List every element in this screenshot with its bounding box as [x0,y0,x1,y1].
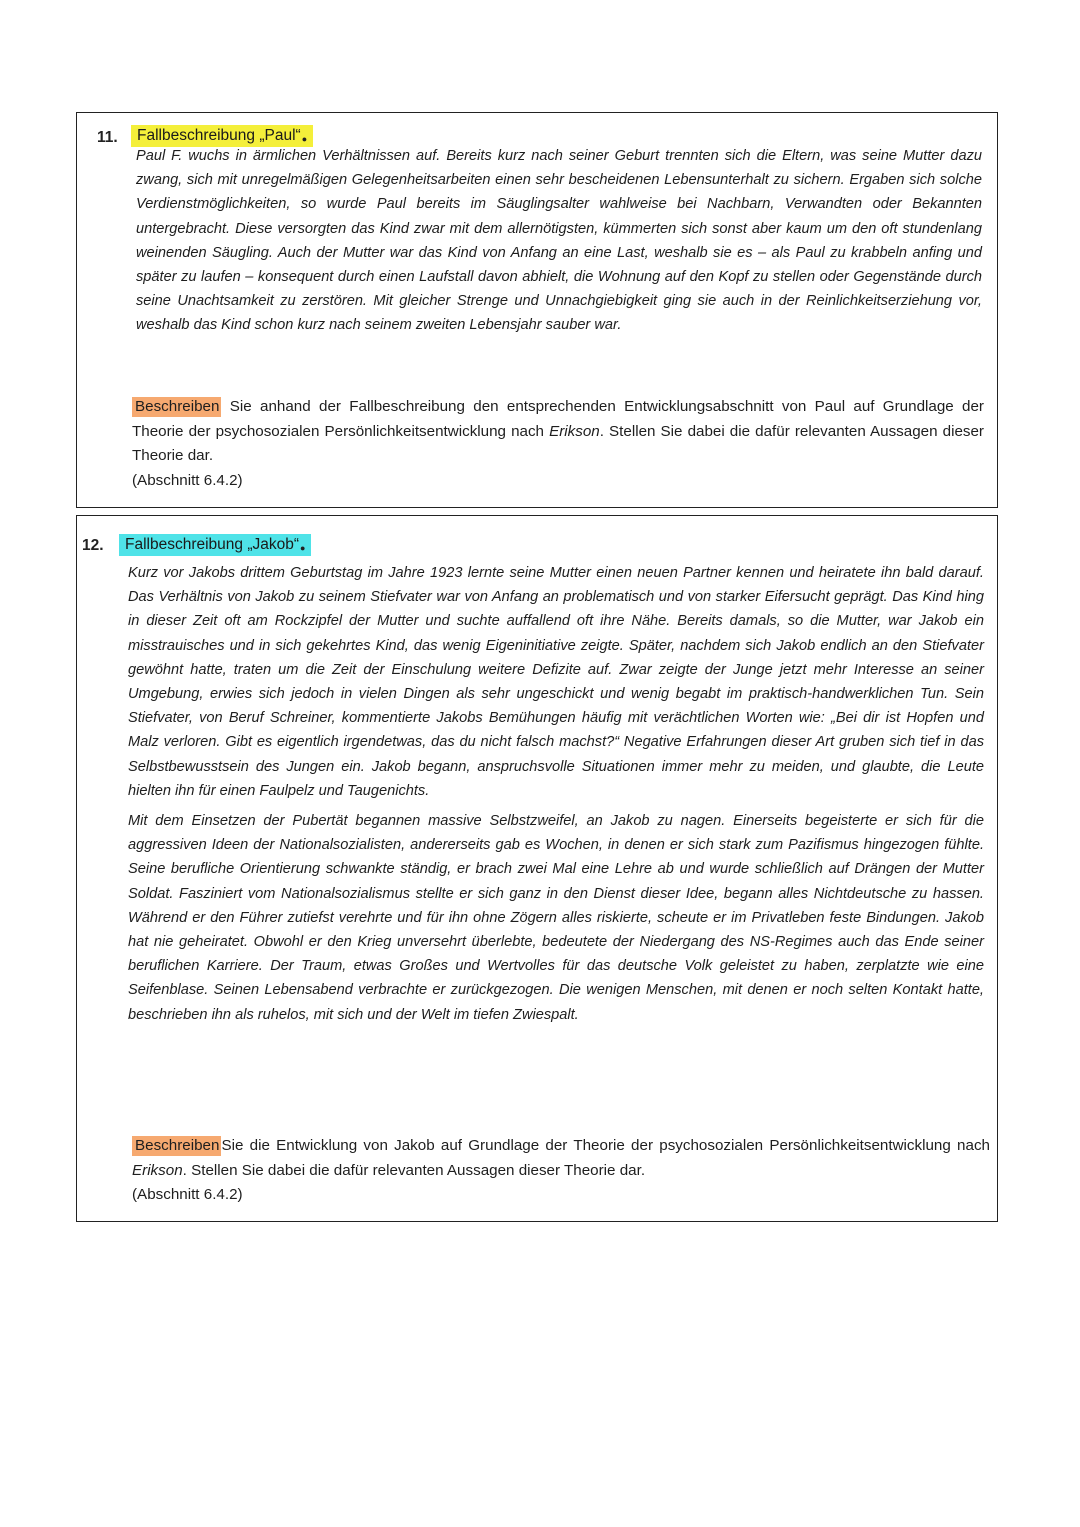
section-reference: (Abschnitt 6.4.2) [132,1186,243,1203]
task-number: 12. [82,537,104,554]
pin-icon: ● [300,543,306,553]
task-number: 11. [97,129,118,146]
instruction-text [132,1134,990,1208]
task-11-box [76,112,998,508]
theorist-name: Erikson [549,422,600,440]
task-instruction [132,395,984,493]
case-paragraph-1: Kurz vor Jakobs drittem Geburtstag im Jahre 1923 lernte seine Mutter einen neuen Partner kennen und heiratete ihn bald darauf. Das Verhältnis von Jakob zu seinem Stiefvater war von Anfang an problematisch und von starker Eifersucht geprägt. Das Kind hing in dieser Zeit oft am Rockzipfel der Mutter und suchte auffallend oft ihre Nähe. Bereits damals, so die Mutter, war Jakob ein misstrauisches und in sich gekehrtes Kind, das wenig Eigeninitiative zeigte. Später, nachdem sich Jakob endlich an den Stiefvater gewöhnt hatte, traten um die Zeit der Einschulung weitere Defizite auf. Zwar zeigte der Junge jetzt mehr Interesse an seiner Umgebung, erwies sich jedoch in vielen Dingen als sehr ungeschickt und wenig begabt im praktisch-handwerklichen Tun. Sein Stiefvater, von Beruf Schreiner, kommentierte Jakobs Bemühungen häufig mit verächtlichen Worten wie: „Bei dir ist Hopfen und Malz verloren. Gibt es eigentlich irgendetwas, das du nicht falsch machst?“ Negative Erfahrungen dieser Art gruben sich tief in das Selbstbewusstsein des Jungen ein. Jakob begann, anspruchsvolle Situationen immer mehr zu meiden, und glaubte, die Leute hielten ihn für einen Faulpelz und Taugenichts. [128,565,984,799]
title-text: Fallbeschreibung „Paul“ [137,127,301,144]
operator-highlight: Beschreiben [132,397,221,417]
case-description [136,144,982,338]
section-reference: (Abschnitt 6.4.2) [132,471,243,489]
task-instruction [132,1134,990,1208]
case-paragraph-2: Mit dem Einsetzen der Pubertät begannen massive Selbstzweifel, an Jakob zu nagen. Einerseits begeisterte er sich für die aggressiven Ideen der Nationalsozialisten, andererseits gab es Wochen, in denen er sich stark zum Pazifismus hingezogen fühlte. Seine berufliche Orientierung schwankte ständig, er brach zwei Mal eine Lehre ab und wurde schließlich auf Drängen der Mutter Soldat. Fasziniert vom Nationalsozialismus stellte er sich ganz in den Dienst dieser Idee, begann alles Nichtdeutsche zu hassen. Während er den Führer zutiefst verehrte und für ihn ohne Zögern alles riskierte, scheute er im Privatleben feste Bindungen. Jakob hat nie geheiratet. Obwohl er den Krieg unversehrt überlebte, bedeutete der Niedergang des NS-Regimes auch das Ende seiner beruflichen Karriere. Der Traum, etwas Großes und Wertvolles für das deutsche Volk geleistet zu haben, zerplatzte wie eine Seifenblase. Seinen Lebensabend verbrachte er zurückgezogen. Die wenigen Menschen, mit denen er noch selten Kontakt hatte, beschrieben ihn als ruhelos, mit sich und der Welt im tiefen Zwiespalt. [128,813,984,1023]
theorist-name: Erikson [132,1161,183,1179]
task-title [131,127,313,145]
instruction-part-a: Sie anhand der Fallbeschreibung den entsprechenden Entwicklungsabschnitt von Paul auf Grundlage der Theorie der psychosozialen Persönlichkeitsentwicklung nach [132,398,984,440]
title-highlight [119,534,311,556]
instruction-text [132,395,984,493]
instruction-part-a: Sie die Entwicklung von Jakob auf Grundlage der Theorie der psychosozialen Persönlichkeitsentwicklung nach [221,1137,990,1154]
task-title [119,536,311,554]
case-description [128,561,984,1027]
task-12-box [76,515,998,1222]
instruction-part-b: . Stellen Sie dabei die dafür relevanten Aussagen dieser Theorie dar. [182,1161,646,1179]
instruction-part-b: . Stellen Sie dabei die dafür relevanten Aussagen dieser Theorie dar. [132,422,984,464]
title-text: Fallbeschreibung „Jakob“ [125,536,300,553]
operator-highlight: Beschreiben [132,1136,221,1156]
case-paragraph: Paul F. wuchs in ärmlichen Verhältnissen auf. Bereits kurz nach seiner Geburt trennten sich die Eltern, was seine Mutter dazu zwang, sich mit unregelmäßigen Gelegenheitsarbeiten einen sehr bescheidenen Lebensunterhalt zu sichern. Ergaben sich solche Verdienstmöglichkeiten, so wurde Paul bereits im Säuglingsalter wahlweise bei Nachbarn, Verwandten oder Bekannten untergebracht. Diese versorgten das Kind zwar mit dem allernötigsten, kümmerten sich sonst aber kaum um den oft stundenlang weinenden Säugling. Auch der Mutter war das Kind von Anfang an eine Last, weshalb sie es – als Paul zu krabbeln anfing und später zu laufen – konsequent durch einen Laufstall davon abhielt, die Wohnung auf den Kopf zu stellen oder Gegenstände durch seine Unachtsamkeit zu zerstören. Mit gleicher Strenge und Unnachgiebigkeit ging sie auch in der Reinlichkeitserziehung vor, weshalb das Kind schon kurz nach seinem zweiten Lebensjahr sauber war. [136,148,982,334]
pin-icon: ● [301,134,308,144]
